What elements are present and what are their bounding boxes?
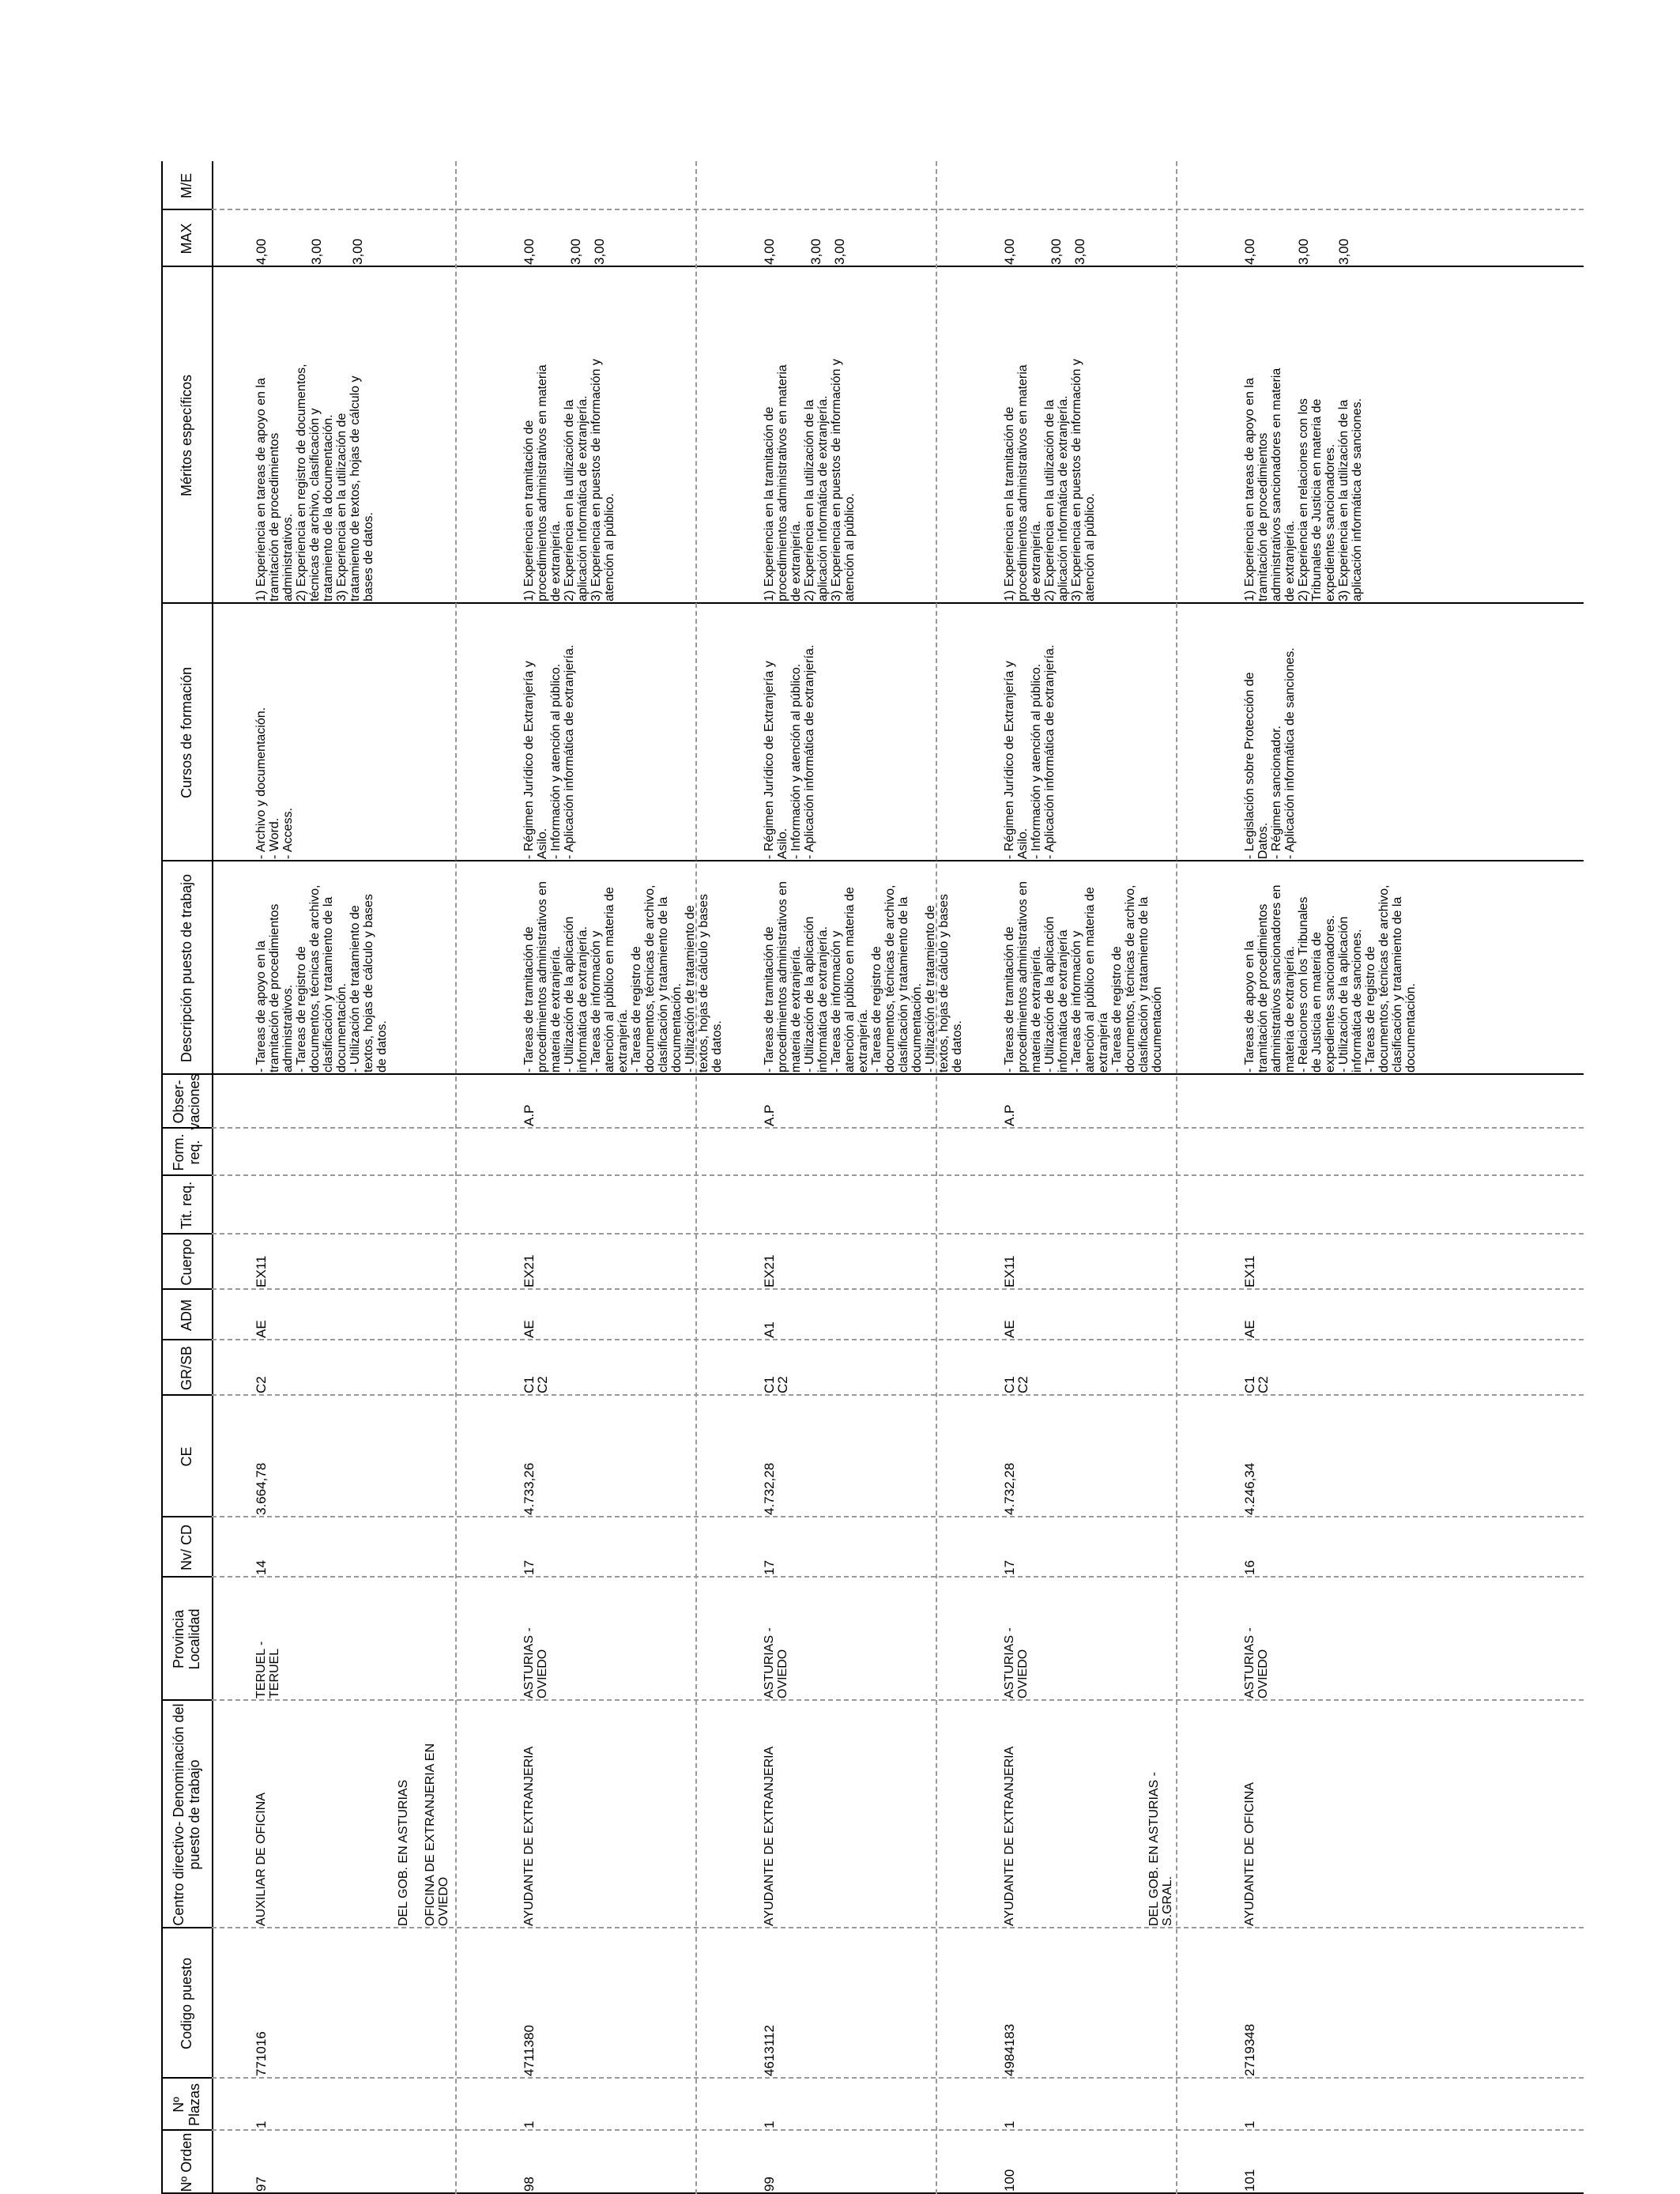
table-row-centro-next: DEL GOB. EN ASTURIAS - S.GRAL. <box>1147 1771 1174 1926</box>
table-row-ce: 4.732,28 <box>1002 1462 1017 1515</box>
table-row-grupo: C1 C2 <box>1242 1376 1271 1393</box>
header-meritos: Méritos específicos <box>179 374 194 497</box>
table-row-nivel: 16 <box>1242 1560 1257 1575</box>
table-row-grupo: C1 C2 <box>522 1376 550 1393</box>
table-row-adm: A1 <box>762 1321 777 1338</box>
table-row-orden: 100 <box>1002 2169 1017 2192</box>
table-row-max-2: 3,00 <box>1296 238 1311 265</box>
table-row-ce: 3.664,78 <box>254 1462 269 1515</box>
header-adm: ADM <box>179 1299 194 1331</box>
table-row-observaciones: A.P <box>522 1104 537 1126</box>
table-row-max-2: 3,00 <box>1049 238 1064 265</box>
table-row-cursos: - Régimen Jurídico de Extranjería y Asilo. - Información y atención al público. - Aplicación informática de extranjería. <box>1003 644 1057 859</box>
header-max: MAX <box>179 223 194 254</box>
table-row-descripcion: - Tareas de apoyo en la tramitación de procedimientos administrativos. - Tareas de registro de documentos, técnicas de archivo, clasificación y tratamiento de la documentación. - Utilización de tratamiento de textos, hojas de cálculo y bases de datos. <box>254 884 389 1072</box>
table-row-provincia: ASTURIAS - OVIEDO <box>763 1627 789 1698</box>
table-row-puesto: AYUDANTE DE EXTRANJERIA <box>1003 1746 1016 1926</box>
table-row-cuerpo: EX11 <box>1002 1255 1017 1287</box>
table-row-max-2: 3,00 <box>568 238 583 265</box>
table-row-orden: 97 <box>254 2177 269 2192</box>
table-row-puesto: AYUDANTE DE EXTRANJERIA <box>522 1746 536 1926</box>
table-row-max-3: 3,00 <box>350 238 365 265</box>
table-row-centro-next: DEL GOB. EN ASTURIAS OFICINA DE EXTRANJERIA EN OVIEDO <box>397 1743 450 1926</box>
table-row-ce: 4.732,28 <box>762 1462 777 1515</box>
table-row-puesto: AUXILIAR DE OFICINA <box>254 1793 268 1926</box>
table-row-max-1: 4,00 <box>1242 238 1257 265</box>
table-row-max-3: 3,00 <box>1336 238 1351 265</box>
table-row-ce: 4.733,26 <box>522 1462 537 1515</box>
table-row-provincia: ASTURIAS - OVIEDO <box>522 1627 549 1698</box>
table-row-descripcion: - Tareas de tramitación de procedimientos administrativos en materia de extranjería. - Utilización de la aplicación informática de extranjería. - Tareas de información y atención al público en materia de extranjería. - Tareas de registro de documentos, técnicas de archivo, clasificación y tratamiento de la documentación. - Utilización de tratamiento de textos, hojas de cálculo y bases de datos. <box>763 881 964 1072</box>
table-row-plazas: 1 <box>522 2120 537 2128</box>
table-row-descripcion: - Tareas de tramitación de procedimientos administrativos en materia de extranjería. - Utilización de la aplicación informática de extranjería - Tareas de información y atención al público en materia de extranjería - Tareas de registro de documentos, técnicas de archivo, clasificación y tratamiento de la documentación <box>1003 881 1164 1072</box>
table-row-provincia: ASTURIAS - OVIEDO <box>1003 1627 1030 1698</box>
table-row-adm: AE <box>1242 1320 1257 1338</box>
table-row-cursos: - Régimen Jurídico de Extranjería y Asilo. - Información y atención al público. - Aplicación informática de extranjería. <box>522 644 576 859</box>
header-cursos: Cursos de formación <box>179 666 194 799</box>
table-row-merito-2: 2) Experiencia en la utilización de la aplicación informática de extranjería. <box>563 395 590 601</box>
table-row-grupo: C2 <box>254 1376 269 1393</box>
table-row-codigo: 771016 <box>254 2031 269 2076</box>
table-row-cursos: - Archivo y documentación. - Word. - Access. <box>254 707 295 859</box>
header-provincia: Provincia Localidad <box>171 1608 202 1670</box>
table-row-merito-3: 3) Experiencia en puestos de información y atención al público. <box>1070 359 1097 601</box>
table-row-codigo: 4984183 <box>1002 2023 1017 2076</box>
table-row-max-1: 4,00 <box>522 238 537 265</box>
table-row-adm: AE <box>254 1320 269 1338</box>
header-formacion: Form. req. <box>171 1133 202 1171</box>
table-row-merito-3: 3) Experiencia en puestos de información y atención al público. <box>590 359 616 601</box>
table-row-max-1: 4,00 <box>254 238 269 265</box>
table-row-merito-1: 1) Experiencia en la tramitación de procedimientos administrativos en materia de extranjería. <box>1003 364 1043 601</box>
table-row-grupo: C1 C2 <box>1002 1376 1030 1393</box>
table-row-cuerpo: EX21 <box>522 1254 537 1287</box>
table-row-plazas: 1 <box>1002 2120 1017 2128</box>
table-row-nivel: 17 <box>522 1560 537 1575</box>
table-row-codigo: 4613112 <box>762 2025 777 2076</box>
header-me: M/E <box>179 173 194 199</box>
header-titulacion: Tit. req. <box>179 1181 194 1230</box>
table-row-grupo: C1 C2 <box>762 1376 790 1393</box>
table-row-max-1: 4,00 <box>762 238 777 265</box>
header-orden: Nº Orden <box>179 2132 194 2192</box>
table-row-cursos: - Régimen Jurídico de Extranjería y Asilo. - Información y atención al público. - Aplicación informática de extranjería. <box>763 644 816 859</box>
table-row-nivel: 17 <box>1002 1560 1017 1575</box>
table-row-orden: 101 <box>1242 2169 1257 2192</box>
table-row-observaciones: A.P <box>1002 1104 1017 1126</box>
table-row-plazas: 1 <box>254 2120 269 2128</box>
table-row-ce: 4.246,34 <box>1242 1462 1257 1515</box>
table-row-cuerpo: EX21 <box>762 1254 777 1287</box>
table-row-plazas: 1 <box>762 2120 777 2128</box>
header-codigo: Codigo puesto <box>179 1957 194 2050</box>
header-grupo: GR/SB <box>179 1346 194 1391</box>
header-cuerpo: Cuerpo <box>179 1238 194 1286</box>
header-bottom-border <box>212 161 213 2194</box>
table-row-orden: 98 <box>522 2177 537 2192</box>
table-row-descripcion: - Tareas de tramitación de procedimientos administrativos en materia de extranjería. - Utilización de la aplicación informática de extranjería. - Tareas de información y atención al público en materia de extranjería. - Tareas de registro de documentos, técnicas de archivo, clasificación y tratamiento de la documentación. - Utilización de tratamiento de textos, hojas de cálculo y bases de datos. <box>522 881 724 1072</box>
table-row-provincia: TERUEL - TERUEL <box>254 1641 281 1698</box>
table-row-max-2: 3,00 <box>309 238 324 265</box>
table-row-descripcion: - Tareas de apoyo en la tramitación de procedimientos administrativos sancionadores en materia de extranjería. - Relaciones con los Tribunales de Justicia en materia de expedientes sancionadores. - Utilización de la aplicación informática de sanciones. - Tareas de registro de documentos, técnicas de archivo, clasificación y tratamiento de la documentación. <box>1243 884 1418 1072</box>
table-row-puesto: AYUDANTE DE EXTRANJERIA <box>763 1746 776 1926</box>
table-row-merito-3: 3) Experiencia en la utilización de tratamiento de textos, hojas de cálculo y bases de datos. <box>335 375 375 601</box>
table-row-adm: AE <box>522 1320 537 1338</box>
table-row-max-3: 3,00 <box>592 238 607 265</box>
header-centro: Centro directivo- Denominación del puesto de trabajo <box>171 1703 202 1926</box>
table-row-max-3: 3,00 <box>1072 238 1087 265</box>
table-row-codigo: 2719348 <box>1242 2023 1257 2076</box>
table-row-puesto: AYUDANTE DE OFICINA <box>1243 1782 1256 1926</box>
table-row-merito-2: 2) Experiencia en relaciones con los Tribunales de Justicia en materia de expedientes sancionadores. <box>1297 398 1337 601</box>
table-row-codigo: 4711380 <box>522 2025 537 2076</box>
table-row-max-2: 3,00 <box>808 238 823 265</box>
table-row-cuerpo: EX11 <box>1242 1255 1257 1287</box>
table-row-merito-2: 2) Experiencia en registro de documentos, técnicas de archivo, clasificación y tratamiento de la documentación. <box>295 364 335 601</box>
table-row-merito-1: 1) Experiencia en la tramitación de procedimientos administrativos en materia de extranjería. <box>763 364 803 601</box>
table-row-adm: AE <box>1002 1320 1017 1338</box>
table-row-merito-3: 3) Experiencia en la utilización de la aplicación informática de sanciones. <box>1337 398 1364 601</box>
header-nivel: Nv/ CD <box>179 1525 194 1570</box>
table-row-merito-3: 3) Experiencia en puestos de información y atención al público. <box>830 359 857 601</box>
header-observaciones: Obser- vaciones <box>171 1073 202 1130</box>
table-row-merito-1: 1) Experiencia en tramitación de procedimientos administrativos en materia de extranjería. <box>522 364 563 601</box>
table-row-provincia: ASTURIAS - OVIEDO <box>1243 1627 1270 1698</box>
table-row-merito-1: 1) Experiencia en tareas de apoyo en la tramitación de procedimientos administrativos. <box>254 378 295 601</box>
rotated-table <box>161 161 1584 2194</box>
table-row-plazas: 1 <box>1242 2120 1257 2128</box>
table-row-merito-2: 2) Experiencia en la utilización de la aplicación informática de extranjería. <box>803 395 830 601</box>
table-row-orden: 99 <box>762 2177 777 2192</box>
table-row-cursos: - Legislación sobre Protección de Datos. - Régimen sancionador. - Aplicación informática de sanciones. <box>1243 647 1297 859</box>
table-row-max-3: 3,00 <box>832 238 847 265</box>
header-descripcion: Descripción puesto de trabajo <box>179 873 194 1063</box>
table-row-nivel: 17 <box>762 1560 777 1575</box>
header-ce: CE <box>179 1446 194 1467</box>
header-plazas: Nº Plazas <box>171 2083 202 2127</box>
table-row-cuerpo: EX11 <box>254 1255 269 1287</box>
table-row-nivel: 14 <box>254 1560 269 1575</box>
table-row-merito-1: 1) Experiencia en tareas de apoyo en la tramitación de procedimientos administrativos sancionadores en materia de extranjería. <box>1243 368 1297 601</box>
table-row-observaciones: A.P <box>762 1104 777 1126</box>
table-row-merito-2: 2) Experiencia en la utilización de la aplicación informática de extranjería. <box>1043 395 1070 601</box>
table-row-max-1: 4,00 <box>1002 238 1017 265</box>
